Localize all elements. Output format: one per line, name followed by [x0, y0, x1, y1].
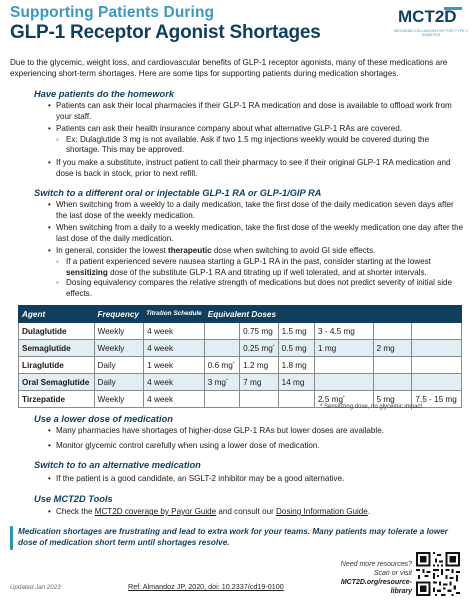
list-item: • Check the MCT2D coverage by Payor Guide and consult our Dosing Information Guide.: [48, 507, 464, 518]
cell-dose: [315, 374, 374, 391]
list-item: • Patients can ask their health insurance company about what alternative GLP-1 RAs are covered. ◦ Ex: Dulaglutide 3 mg is not available. Ask if two 1.5 mg injections weekly would be covered during the shortage. This may be approved.: [48, 124, 464, 156]
tools-list: [48, 507, 464, 518]
intro-paragraph: Due to the glycemic, weight loss, and cardiovascular benefits of GLP-1 receptor agonists, many of these medications are experiencing short-term shortages. Here are some tips for supporting patients during medication shortages.: [10, 58, 448, 78]
scan-or-visit: Scan or visit: [373, 570, 412, 577]
table-row: [19, 323, 462, 340]
cell-dose: 0.5 mg: [278, 340, 314, 357]
header-frequency: Frequency: [94, 306, 144, 323]
cell-agent: Tirzepatide: [19, 391, 95, 408]
section-title-lower-dose: Use a lower dose of medication: [34, 414, 173, 424]
list-item: • In general, consider the lowest therapeutic dose when switching to avoid GI side effects. ◦ If a patient experienced severe nausea starting a GLP-1 RA in the past, consider starting at the lowest sensitizing dose of the substitute GLP-1 RA and titrating up if well tolerated, and at shorter intervals. ◦ Dosing equivalency compares the relative strength of medications but does not predict severity of initial side effects.: [48, 246, 464, 299]
cell-dose: 1 mg: [315, 340, 374, 357]
alternative-list: [48, 474, 464, 485]
title-line-2: GLP-1 Receptor Agonist Shortages: [10, 22, 321, 43]
cell-dose: [412, 340, 462, 357]
cell-titration: 4 week: [144, 374, 205, 391]
cell-dose: [412, 374, 462, 391]
cell-dose: [240, 391, 278, 408]
cell-dose: [373, 357, 412, 374]
cell-dose: 1.2 mg: [240, 357, 278, 374]
cell-dose: 0.25 mg*: [240, 340, 278, 357]
callout-text: Medication shortages are frustrating and lead to extra work for your teams. Many patients may tolerate a lower dose of medication short term until shortages resolve.: [18, 527, 448, 547]
cell-agent: Semaglutide: [19, 340, 95, 357]
reference: [128, 582, 284, 591]
list-item: • If you make a substitute, instruct patient to call their pharmacy to see if their original GLP-1 RA medication and dose is back in stock, prior to next refill.: [48, 158, 464, 179]
logo-mark: MCT2D: [398, 7, 457, 26]
section-title-tools: Use MCT2D Tools: [34, 494, 113, 504]
list-item: • Many pharmacies have shortages of higher-dose GLP-1 RAs but lower doses are available.: [48, 426, 464, 437]
cell-dose: 3 - 4.5 mg: [315, 323, 374, 340]
cell-agent: Liraglutide: [19, 357, 95, 374]
cell-dose: [373, 374, 412, 391]
table-row: [19, 357, 462, 374]
cell-frequency: Weekly: [94, 340, 144, 357]
cell-dose: 0.75 mg: [240, 323, 278, 340]
cell-dose: 2 mg: [373, 340, 412, 357]
list-item: • When switching from a daily to a weekly medication, take the first dose of the weekly medication one day after the last dose of the daily medication.: [48, 223, 464, 244]
cell-dose: 0.6 mg*: [204, 357, 239, 374]
homework-list: [48, 101, 464, 179]
cell-dose: 3 mg*: [204, 374, 239, 391]
cell-dose: 7 mg: [240, 374, 278, 391]
resource-text: [330, 560, 412, 596]
cell-titration: 1 week: [144, 357, 205, 374]
cell-dose: [204, 391, 239, 408]
cell-frequency: Weekly: [94, 391, 144, 408]
coverage-guide-link[interactable]: MCT2D coverage by Payor Guide: [94, 507, 217, 516]
cell-dose: 1.5 mg: [278, 323, 314, 340]
cell-dose: [373, 323, 412, 340]
section-title-homework: Have patients do the homework: [34, 89, 174, 99]
logo-subtitle: MICHIGAN COLLABORATIVE FOR TYPE 2 DIABETES: [394, 29, 468, 38]
list-item: • If the patient is a good candidate, an SGLT-2 inhibitor may be a good alternative.: [48, 474, 464, 485]
cell-dose: 7.5 - 15 mg: [412, 391, 462, 408]
sensitizing-asterisk: *: [225, 377, 228, 383]
table-row: [19, 374, 462, 391]
lower-dose-list: [48, 426, 464, 451]
cell-dose: [204, 340, 239, 357]
cell-titration: 4 week: [144, 391, 205, 408]
list-item: • Monitor glycemic control carefully when using a lower dose of medication.: [48, 441, 464, 452]
need-resources: Need more resources?: [340, 561, 412, 568]
sensitizing-asterisk: *: [232, 360, 235, 366]
header-equivalent-doses: Equivalent Doses: [204, 306, 461, 323]
cell-dose: [278, 391, 314, 408]
cell-titration: 4 week: [144, 323, 205, 340]
sensitizing-asterisk: *: [343, 394, 345, 400]
table-header-row: [19, 306, 462, 323]
cell-dose: [412, 323, 462, 340]
header-agent: Agent: [19, 306, 95, 323]
dosing-guide-link[interactable]: Dosing Information Guide: [276, 507, 368, 516]
switch-list: [48, 200, 464, 299]
cell-agent: Oral Semaglutide: [19, 374, 95, 391]
list-item: • Patients can ask their local pharmacies if their GLP-1 RA medication and dose is available to offload work from your staff.: [48, 101, 464, 122]
header-titration: Titration Schedule: [144, 306, 205, 323]
table-footnote: * Sensitizing dose, no glycemic impact: [320, 404, 423, 410]
page-header: [0, 0, 474, 48]
cell-agent: Dulaglutide: [19, 323, 95, 340]
cell-dose: [204, 323, 239, 340]
cell-dose: 1.8 mg: [278, 357, 314, 374]
section-title-alternative: Switch to to an alternative medication: [34, 460, 201, 470]
cell-frequency: Weekly: [94, 323, 144, 340]
cell-titration: 4 week: [144, 340, 205, 357]
callout-box: [10, 526, 466, 550]
mct2d-logo: [394, 5, 466, 47]
sensitizing-asterisk: *: [272, 343, 275, 349]
cell-dose: [315, 357, 374, 374]
cell-dose: [412, 357, 462, 374]
title-line-1: Supporting Patients During: [10, 4, 215, 21]
equivalent-doses-table: [18, 305, 462, 408]
sub-list-item: ◦ Ex: Dulaglutide 3 mg is not available. Ask if two 1.5 mg injections weekly would be covered during the shortage. This may be approved.: [56, 135, 464, 156]
section-title-switch: Switch to a different oral or injectable GLP-1 RA or GLP-1/GIP RA: [34, 188, 322, 198]
cell-dose: 14 mg: [278, 374, 314, 391]
cell-dose: 2.5 mg*: [315, 391, 374, 408]
reference-link[interactable]: Ref: Almandoz JP, 2020, doi: 10.2337/cd19-0100: [128, 582, 284, 591]
table-row: [19, 340, 462, 357]
list-item: • When switching from a weekly to a daily medication, take the first dose of the daily medication seven days after the last dose of the weekly medication.: [48, 200, 464, 221]
sub-list-item: ◦ Dosing equivalency compares the relative strength of medications but does not predict severity of initial side effects.: [56, 278, 464, 299]
qr-code-icon[interactable]: [416, 552, 460, 596]
resource-url[interactable]: MCT2D.org/resource-library: [340, 579, 412, 595]
cell-frequency: Daily: [94, 357, 144, 374]
callout-accent-bar: [10, 526, 13, 550]
cell-dose: 5 mg: [373, 391, 412, 408]
updated-date: Updated Jan 2023: [10, 584, 61, 591]
cell-frequency: Daily: [94, 374, 144, 391]
sub-list-item: ◦ If a patient experienced severe nausea starting a GLP-1 RA in the past, consider starting at the lowest sensitizing dose of the substitute GLP-1 RA and titrating up if well tolerated, and at shorter intervals.: [56, 257, 464, 278]
